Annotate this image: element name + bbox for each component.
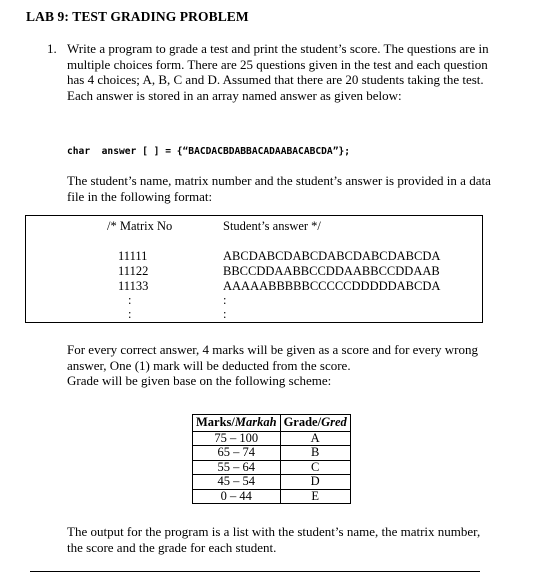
- marks-header: Marks/Markah: [193, 415, 281, 432]
- data-file-description: The student’s name, matrix number and the student’s answer is provided in a data file in the following format:: [67, 173, 491, 204]
- grade-cell: B: [280, 446, 350, 461]
- grade-cell: E: [280, 489, 350, 504]
- question-intro: Write a program to grade a test and print the student’s score. The questions are in multiple choices form. There are 25 questions given in the test and each question has 4 choices; A, B, C and D. Assumed that there are 20 students taking the test. Each answer is stored in an array named answer as given below:: [67, 41, 489, 103]
- answer-header: Student’s answer */: [223, 219, 321, 233]
- table-row: [193, 489, 351, 504]
- grade-cell: D: [280, 475, 350, 490]
- data-row-answer: AAAAABBBBBCCCCCDDDDDABCDA: [223, 279, 441, 293]
- marks-cell: 75 – 100: [193, 431, 281, 446]
- output-description: The output for the program is a list with the student’s name, the matrix number, the score and the grade for each student.: [67, 524, 481, 555]
- matrix-header: /* Matrix No: [107, 219, 173, 233]
- question-number: 1.: [47, 41, 57, 56]
- data-row-matrix: 11122: [118, 264, 149, 278]
- marks-cell: 0 – 44: [193, 489, 281, 504]
- table-row: [193, 460, 351, 475]
- data-row-matrix: 11111: [118, 249, 148, 263]
- grade-cell: C: [280, 460, 350, 475]
- table-row: [193, 475, 351, 490]
- bottom-divider: [30, 571, 480, 572]
- lab-title: LAB 9: TEST GRADING PROBLEM: [26, 9, 249, 24]
- table-row: [193, 446, 351, 461]
- grade-table: [192, 414, 351, 504]
- data-row-matrix: 11133: [118, 279, 149, 293]
- grade-header: Grade/Gred: [280, 415, 350, 432]
- table-row: [193, 431, 351, 446]
- data-row-answer: BBCCDDAABBCCDDAABBCCDDAAB: [223, 264, 440, 278]
- marks-cell: 55 – 64: [193, 460, 281, 475]
- data-row-matrix: :: [128, 307, 132, 321]
- answer-array-code: char answer [ ] = {“BACDACBDABBACADAABACABCDA”};: [67, 146, 351, 157]
- scoring-rules: [67, 342, 497, 389]
- data-row-answer: :: [223, 293, 227, 307]
- data-row-answer: :: [223, 307, 227, 321]
- grading-scheme-intro: Grade will be given base on the following scheme:: [67, 373, 332, 388]
- data-row-answer: ABCDABCDABCDABCDABCDABCDA: [223, 249, 441, 263]
- marks-cell: 65 – 74: [193, 446, 281, 461]
- marks-cell: 45 – 54: [193, 475, 281, 490]
- grade-cell: A: [280, 431, 350, 446]
- scoring-text: For every correct answer, 4 marks will be given as a score and for every wrong answer, One (1) mark will be deducted from the score.: [67, 342, 478, 373]
- data-row-matrix: :: [128, 293, 132, 307]
- grade-table-header: [193, 415, 351, 432]
